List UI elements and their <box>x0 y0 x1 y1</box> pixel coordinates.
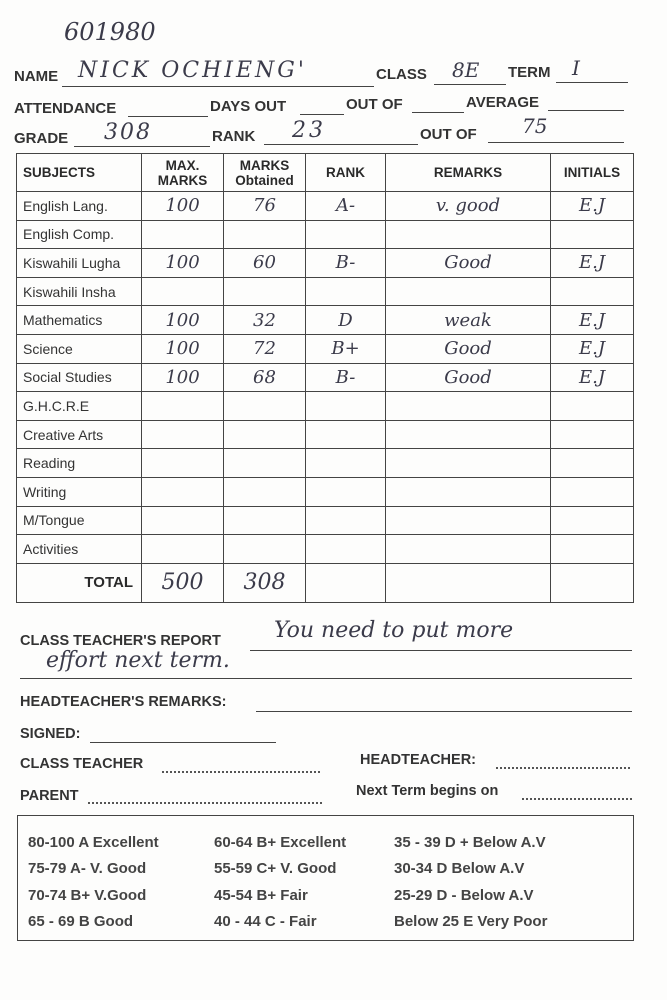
initials-cell: E.J <box>551 192 634 221</box>
table-row <box>17 449 634 478</box>
grade-description: D + Below A.V <box>444 834 546 851</box>
grade-range: 55-59 <box>214 860 253 877</box>
subject-cell: Mathematics <box>17 306 142 335</box>
table-row <box>17 192 634 221</box>
remarks-cell <box>386 449 551 478</box>
rank-label: RANK <box>212 128 256 145</box>
remarks-cell <box>386 392 551 421</box>
grade-description: B+ V.Good <box>70 887 147 904</box>
max-marks-cell: 100 <box>142 334 224 363</box>
marks-obtained-cell <box>224 392 306 421</box>
marks-obtained-cell <box>224 420 306 449</box>
initials-cell <box>551 420 634 449</box>
max-marks-cell: 100 <box>142 192 224 221</box>
col-remarks: REMARKS <box>386 154 551 192</box>
grade-range: 25-29 <box>394 887 433 904</box>
marks-obtained-cell <box>224 277 306 306</box>
grade-range: 35 - 39 <box>394 834 441 851</box>
grade-range: 70-74 <box>28 887 67 904</box>
rank-cell: B- <box>306 363 386 392</box>
rank-cell: D <box>306 306 386 335</box>
remarks-cell: Good <box>386 363 551 392</box>
max-marks-cell: 100 <box>142 249 224 278</box>
marks-obtained-cell: 76 <box>224 192 306 221</box>
grade-range: 75-79 <box>28 860 67 877</box>
class-teacher-report-line1: You need to put more <box>274 618 514 643</box>
grade-key-item <box>394 913 547 930</box>
max-marks-cell <box>142 420 224 449</box>
signed-label: SIGNED: <box>20 726 81 742</box>
subject-cell: English Comp. <box>17 220 142 249</box>
col-initials: INITIALS <box>551 154 634 192</box>
grade-value: 308 <box>104 120 152 145</box>
rank-cell <box>306 449 386 478</box>
table-row <box>17 420 634 449</box>
col-rank: RANK <box>306 154 386 192</box>
grade-range: 80-100 <box>28 834 75 851</box>
remarks-cell: Good <box>386 249 551 278</box>
marks-obtained-cell <box>224 535 306 564</box>
grade-range: Below 25 <box>394 913 460 930</box>
grade-description: B+ Fair <box>256 887 308 904</box>
remarks-cell: weak <box>386 306 551 335</box>
class-teacher-report-label: CLASS TEACHER'S REPORT <box>20 633 221 649</box>
max-marks-cell <box>142 477 224 506</box>
grade-key-item <box>214 834 346 851</box>
grade-range: 45-54 <box>214 887 253 904</box>
attendance-label: ATTENDANCE <box>14 100 117 117</box>
initials-cell <box>551 477 634 506</box>
rank-cell <box>306 477 386 506</box>
table-row <box>17 220 634 249</box>
col-subjects: SUBJECTS <box>17 154 142 192</box>
initials-cell: E.J <box>551 363 634 392</box>
initials-cell: E.J <box>551 306 634 335</box>
remarks-cell <box>386 506 551 535</box>
marks-obtained-cell <box>224 477 306 506</box>
col-max-marks: MAX. MARKS <box>142 154 224 192</box>
initials-cell <box>551 506 634 535</box>
max-marks-cell <box>142 277 224 306</box>
table-row <box>17 306 634 335</box>
marks-obtained-cell <box>224 506 306 535</box>
table-row <box>17 535 634 564</box>
subject-cell: Creative Arts <box>17 420 142 449</box>
grade-key-item <box>28 913 133 930</box>
marks-obtained-cell <box>224 220 306 249</box>
rank-cell <box>306 535 386 564</box>
remarks-cell <box>386 535 551 564</box>
max-marks-cell <box>142 449 224 478</box>
grade-range: 60-64 <box>214 834 253 851</box>
grade-description: D - Below A.V <box>436 887 534 904</box>
table-row <box>17 506 634 535</box>
next-term-label: Next Term begins on <box>356 783 499 799</box>
max-marks-cell <box>142 535 224 564</box>
grade-description: A Excellent <box>78 834 159 851</box>
grade-range: 40 - 44 <box>214 913 261 930</box>
grade-key-item <box>28 887 146 904</box>
class-teacher-report-line2: effort next term. <box>46 648 230 673</box>
grade-key-item <box>394 860 524 877</box>
total-row <box>17 563 634 602</box>
rank-cell <box>306 506 386 535</box>
table-row <box>17 477 634 506</box>
headteacher-remarks-label: HEADTEACHER'S REMARKS: <box>20 694 227 710</box>
out-of-value: 75 <box>522 114 548 138</box>
parent-label: PARENT <box>20 788 79 804</box>
grade-description: C - Fair <box>264 913 317 930</box>
marks-obtained-cell: 68 <box>224 363 306 392</box>
subject-cell: G.H.C.R.E <box>17 392 142 421</box>
table-row <box>17 334 634 363</box>
marks-obtained-cell <box>224 449 306 478</box>
col-marks-obtained: MARKS Obtained <box>224 154 306 192</box>
rank-value: 23 <box>292 118 326 143</box>
grade-range: 65 - 69 <box>28 913 75 930</box>
document-number: 601980 <box>64 18 156 46</box>
total-label: TOTAL <box>17 563 142 602</box>
total-max: 500 <box>142 563 224 602</box>
rank-cell: A- <box>306 192 386 221</box>
initials-cell <box>551 277 634 306</box>
remarks-cell <box>386 277 551 306</box>
max-marks-cell <box>142 506 224 535</box>
marks-table <box>16 153 634 603</box>
rank-cell <box>306 392 386 421</box>
table-row <box>17 363 634 392</box>
grade-description: E Very Poor <box>463 913 548 930</box>
remarks-cell: Good <box>386 334 551 363</box>
class-teacher-label: CLASS TEACHER <box>20 756 144 772</box>
table-header-row <box>17 154 634 192</box>
subject-cell: English Lang. <box>17 192 142 221</box>
marks-obtained-cell: 60 <box>224 249 306 278</box>
rank-cell: B- <box>306 249 386 278</box>
subject-cell: Kiswahili Insha <box>17 277 142 306</box>
subject-cell: M/Tongue <box>17 506 142 535</box>
grade-key-item <box>28 834 159 851</box>
class-value: 8E <box>452 58 480 82</box>
grade-description: B Good <box>78 913 134 930</box>
class-label: CLASS <box>376 66 427 83</box>
rank-cell <box>306 220 386 249</box>
max-marks-cell: 100 <box>142 363 224 392</box>
remarks-cell <box>386 220 551 249</box>
table-row <box>17 249 634 278</box>
grade-key-item <box>214 887 308 904</box>
remarks-cell <box>386 420 551 449</box>
average-label: AVERAGE <box>466 94 540 111</box>
student-name: NICK OCHIENG' <box>78 58 307 83</box>
initials-cell: E.J <box>551 249 634 278</box>
grade-range: 30-34 <box>394 860 433 877</box>
rank-cell: B+ <box>306 334 386 363</box>
grade-description: D Below A.V <box>436 860 525 877</box>
initials-cell: E.J <box>551 334 634 363</box>
term-value: I <box>572 56 580 80</box>
term-label: TERM <box>508 64 551 81</box>
total-obtained: 308 <box>224 563 306 602</box>
subject-cell: Social Studies <box>17 363 142 392</box>
grade-key-item <box>394 887 534 904</box>
table-row <box>17 392 634 421</box>
days-out-label: DAYS OUT <box>210 98 287 115</box>
remarks-cell: v. good <box>386 192 551 221</box>
subject-cell: Reading <box>17 449 142 478</box>
out-of-label-2: OUT OF <box>420 126 477 143</box>
subject-cell: Kiswahili Lugha <box>17 249 142 278</box>
initials-cell <box>551 535 634 564</box>
initials-cell <box>551 220 634 249</box>
initials-cell <box>551 449 634 478</box>
subject-cell: Writing <box>17 477 142 506</box>
subject-cell: Science <box>17 334 142 363</box>
initials-cell <box>551 392 634 421</box>
table-row <box>17 277 634 306</box>
rank-cell <box>306 420 386 449</box>
remarks-cell <box>386 477 551 506</box>
marks-obtained-cell: 32 <box>224 306 306 335</box>
rank-cell <box>306 277 386 306</box>
grade-key-item <box>394 834 546 851</box>
marks-obtained-cell: 72 <box>224 334 306 363</box>
grade-description: C+ V. Good <box>256 860 337 877</box>
max-marks-cell <box>142 392 224 421</box>
max-marks-cell: 100 <box>142 306 224 335</box>
grade-key-item <box>28 860 146 877</box>
subject-cell: Activities <box>17 535 142 564</box>
grading-key <box>17 815 634 941</box>
headteacher-label: HEADTEACHER: <box>360 752 476 768</box>
grade-key-item <box>214 913 317 930</box>
max-marks-cell <box>142 220 224 249</box>
name-label: NAME <box>14 68 59 85</box>
out-of-label: OUT OF <box>346 96 403 113</box>
grade-description: B+ Excellent <box>256 834 347 851</box>
grade-label: GRADE <box>14 130 69 147</box>
grade-description: A- V. Good <box>70 860 147 877</box>
grade-key-item <box>214 860 336 877</box>
